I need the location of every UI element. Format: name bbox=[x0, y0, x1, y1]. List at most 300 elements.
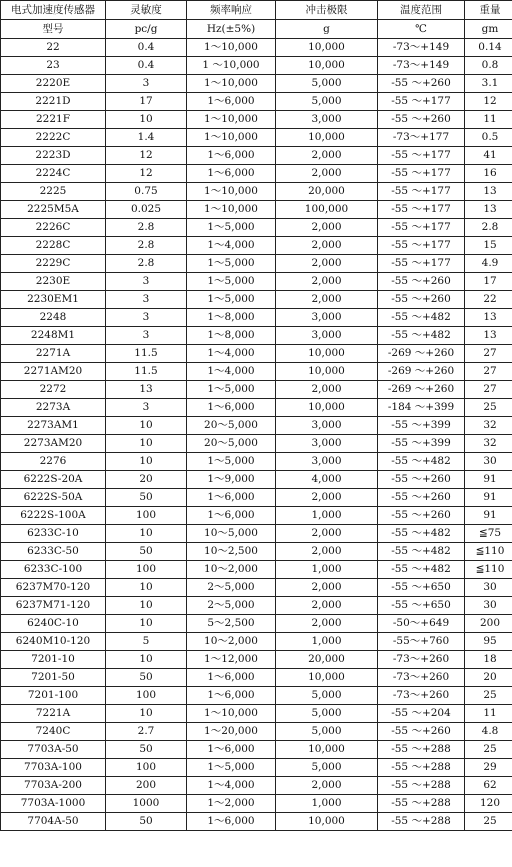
cell-temperature-range: -55 ～+650 bbox=[378, 579, 465, 597]
cell-sensitivity: 11.5 bbox=[106, 345, 187, 363]
table-row bbox=[1, 57, 512, 75]
cell-temperature-range: -55 ～+482 bbox=[378, 309, 465, 327]
cell-sensitivity: 10 bbox=[106, 453, 187, 471]
cell-frequency-response: 1～6,000 bbox=[187, 687, 276, 705]
cell-temperature-range: -73～+260 bbox=[378, 669, 465, 687]
cell-shock-limit: 20,000 bbox=[276, 183, 378, 201]
cell-weight: 11 bbox=[465, 111, 512, 129]
cell-shock-limit: 10,000 bbox=[276, 399, 378, 417]
cell-temperature-range: -55 ～+177 bbox=[378, 237, 465, 255]
cell-temperature-range: -269 ～+260 bbox=[378, 345, 465, 363]
header-temperature-range: 温度范围 bbox=[378, 1, 465, 20]
cell-model: 2273AM1 bbox=[1, 417, 106, 435]
cell-shock-limit: 1,000 bbox=[276, 795, 378, 813]
cell-model: 6233C-50 bbox=[1, 543, 106, 561]
cell-weight: 22 bbox=[465, 291, 512, 309]
table-row bbox=[1, 669, 512, 687]
cell-frequency-response: 1～6,000 bbox=[187, 813, 276, 831]
table-row bbox=[1, 381, 512, 399]
cell-weight: 11 bbox=[465, 705, 512, 723]
cell-shock-limit: 3,000 bbox=[276, 435, 378, 453]
cell-model: 2276 bbox=[1, 453, 106, 471]
cell-sensitivity: 0.4 bbox=[106, 57, 187, 75]
cell-model: 2220E bbox=[1, 75, 106, 93]
header-shock-limit: 冲击极限 bbox=[276, 1, 378, 20]
cell-sensitivity: 100 bbox=[106, 561, 187, 579]
cell-model: 2225M5A bbox=[1, 201, 106, 219]
cell-shock-limit: 5,000 bbox=[276, 75, 378, 93]
cell-frequency-response: 1～5,000 bbox=[187, 453, 276, 471]
cell-weight: 30 bbox=[465, 579, 512, 597]
cell-sensitivity: 3 bbox=[106, 291, 187, 309]
table-row bbox=[1, 255, 512, 273]
cell-weight: 25 bbox=[465, 687, 512, 705]
cell-weight: 15 bbox=[465, 237, 512, 255]
cell-sensitivity: 3 bbox=[106, 273, 187, 291]
cell-temperature-range: -55 ～+288 bbox=[378, 741, 465, 759]
cell-model: 7703A-200 bbox=[1, 777, 106, 795]
cell-frequency-response: 1～6,000 bbox=[187, 93, 276, 111]
cell-sensitivity: 3 bbox=[106, 75, 187, 93]
table-row bbox=[1, 759, 512, 777]
cell-sensitivity: 12 bbox=[106, 147, 187, 165]
cell-shock-limit: 5,000 bbox=[276, 759, 378, 777]
cell-frequency-response: 1～10,000 bbox=[187, 201, 276, 219]
unit-frequency: Hz(±5%) bbox=[187, 20, 276, 39]
cell-frequency-response: 1～6,000 bbox=[187, 489, 276, 507]
table-row bbox=[1, 777, 512, 795]
table-row bbox=[1, 147, 512, 165]
cell-frequency-response: 1～8,000 bbox=[187, 327, 276, 345]
cell-frequency-response: 10～2,500 bbox=[187, 543, 276, 561]
table-row bbox=[1, 507, 512, 525]
cell-sensitivity: 0.025 bbox=[106, 201, 187, 219]
cell-temperature-range: -55 ～+260 bbox=[378, 471, 465, 489]
cell-temperature-range: -50～+649 bbox=[378, 615, 465, 633]
cell-weight: 18 bbox=[465, 651, 512, 669]
cell-sensitivity: 13 bbox=[106, 381, 187, 399]
cell-sensitivity: 10 bbox=[106, 705, 187, 723]
cell-sensitivity: 50 bbox=[106, 813, 187, 831]
cell-shock-limit: 3,000 bbox=[276, 309, 378, 327]
table-row bbox=[1, 219, 512, 237]
cell-model: 2248M1 bbox=[1, 327, 106, 345]
cell-temperature-range: -55 ～+260 bbox=[378, 291, 465, 309]
cell-shock-limit: 1,000 bbox=[276, 507, 378, 525]
cell-weight: ≦110 bbox=[465, 543, 512, 561]
cell-frequency-response: 20～5,000 bbox=[187, 417, 276, 435]
cell-model: 2271AM20 bbox=[1, 363, 106, 381]
cell-frequency-response: 1～2,000 bbox=[187, 795, 276, 813]
cell-frequency-response: 1～5,000 bbox=[187, 255, 276, 273]
cell-temperature-range: -269 ～+260 bbox=[378, 363, 465, 381]
cell-sensitivity: 10 bbox=[106, 417, 187, 435]
cell-weight: 13 bbox=[465, 327, 512, 345]
cell-model: 7201-10 bbox=[1, 651, 106, 669]
cell-frequency-response: 1～9,000 bbox=[187, 471, 276, 489]
table-row bbox=[1, 723, 512, 741]
cell-temperature-range: -55 ～+399 bbox=[378, 417, 465, 435]
cell-shock-limit: 5,000 bbox=[276, 687, 378, 705]
cell-sensitivity: 100 bbox=[106, 507, 187, 525]
cell-temperature-range: -73～+260 bbox=[378, 651, 465, 669]
cell-model: 6222S-100A bbox=[1, 507, 106, 525]
cell-frequency-response: 10～2,000 bbox=[187, 561, 276, 579]
cell-shock-limit: 2,000 bbox=[276, 147, 378, 165]
cell-model: 7201-50 bbox=[1, 669, 106, 687]
cell-weight: 32 bbox=[465, 417, 512, 435]
cell-shock-limit: 10,000 bbox=[276, 669, 378, 687]
cell-frequency-response: 1～8,000 bbox=[187, 309, 276, 327]
cell-weight: 27 bbox=[465, 363, 512, 381]
table-row bbox=[1, 237, 512, 255]
cell-model: 2230E bbox=[1, 273, 106, 291]
cell-model: 6222S-50A bbox=[1, 489, 106, 507]
cell-frequency-response: 1～6,000 bbox=[187, 507, 276, 525]
table-row bbox=[1, 345, 512, 363]
cell-shock-limit: 2,000 bbox=[276, 489, 378, 507]
cell-frequency-response: 2～5,000 bbox=[187, 597, 276, 615]
cell-shock-limit: 10,000 bbox=[276, 813, 378, 831]
table-row bbox=[1, 525, 512, 543]
cell-sensitivity: 0.75 bbox=[106, 183, 187, 201]
cell-sensitivity: 1000 bbox=[106, 795, 187, 813]
cell-sensitivity: 5 bbox=[106, 633, 187, 651]
cell-temperature-range: -55 ～+482 bbox=[378, 561, 465, 579]
cell-shock-limit: 100,000 bbox=[276, 201, 378, 219]
table-row bbox=[1, 705, 512, 723]
cell-model: 22 bbox=[1, 39, 106, 57]
cell-temperature-range: -184 ～+399 bbox=[378, 399, 465, 417]
cell-weight: 29 bbox=[465, 759, 512, 777]
cell-temperature-range: -269 ～+260 bbox=[378, 381, 465, 399]
cell-model: 2224C bbox=[1, 165, 106, 183]
cell-frequency-response: 1～10,000 bbox=[187, 75, 276, 93]
cell-model: 6222S-20A bbox=[1, 471, 106, 489]
cell-frequency-response: 1～6,000 bbox=[187, 741, 276, 759]
cell-model: 2221D bbox=[1, 93, 106, 111]
cell-shock-limit: 3,000 bbox=[276, 111, 378, 129]
table-row bbox=[1, 741, 512, 759]
header-weight: 重量 bbox=[465, 1, 512, 20]
table-row bbox=[1, 561, 512, 579]
header-sensitivity: 灵敏度 bbox=[106, 1, 187, 20]
cell-temperature-range: -73～+149 bbox=[378, 57, 465, 75]
cell-temperature-range: -55 ～+177 bbox=[378, 93, 465, 111]
table-row bbox=[1, 291, 512, 309]
cell-temperature-range: -55 ～+204 bbox=[378, 705, 465, 723]
cell-temperature-range: -73～+149 bbox=[378, 39, 465, 57]
table-row bbox=[1, 39, 512, 57]
cell-sensitivity: 1.4 bbox=[106, 129, 187, 147]
table-row bbox=[1, 327, 512, 345]
cell-sensitivity: 10 bbox=[106, 579, 187, 597]
cell-weight: 20 bbox=[465, 669, 512, 687]
table-row bbox=[1, 417, 512, 435]
cell-temperature-range: -55 ～+260 bbox=[378, 723, 465, 741]
table-row bbox=[1, 111, 512, 129]
cell-shock-limit: 3,000 bbox=[276, 327, 378, 345]
cell-weight: 200 bbox=[465, 615, 512, 633]
cell-sensitivity: 3 bbox=[106, 309, 187, 327]
cell-model: 2228C bbox=[1, 237, 106, 255]
cell-sensitivity: 3 bbox=[106, 399, 187, 417]
cell-sensitivity: 50 bbox=[106, 669, 187, 687]
cell-weight: 91 bbox=[465, 471, 512, 489]
cell-weight: 17 bbox=[465, 273, 512, 291]
cell-sensitivity: 100 bbox=[106, 759, 187, 777]
cell-shock-limit: 2,000 bbox=[276, 255, 378, 273]
table-row bbox=[1, 651, 512, 669]
cell-model: 7703A-100 bbox=[1, 759, 106, 777]
cell-weight: 4.9 bbox=[465, 255, 512, 273]
table-row bbox=[1, 399, 512, 417]
cell-shock-limit: 2,000 bbox=[276, 615, 378, 633]
cell-weight: 0.5 bbox=[465, 129, 512, 147]
cell-model: 6240C-10 bbox=[1, 615, 106, 633]
cell-model: 2222C bbox=[1, 129, 106, 147]
cell-frequency-response: 1～4,000 bbox=[187, 345, 276, 363]
cell-weight: 30 bbox=[465, 597, 512, 615]
cell-shock-limit: 10,000 bbox=[276, 129, 378, 147]
cell-sensitivity: 10 bbox=[106, 597, 187, 615]
cell-model: 7704A-50 bbox=[1, 813, 106, 831]
cell-frequency-response: 1～20,000 bbox=[187, 723, 276, 741]
cell-weight: 13 bbox=[465, 201, 512, 219]
cell-sensitivity: 2.8 bbox=[106, 237, 187, 255]
cell-frequency-response: 1～6,000 bbox=[187, 147, 276, 165]
units-row bbox=[1, 20, 512, 39]
cell-shock-limit: 10,000 bbox=[276, 741, 378, 759]
cell-weight: 13 bbox=[465, 183, 512, 201]
cell-frequency-response: 1～5,000 bbox=[187, 759, 276, 777]
cell-sensitivity: 3 bbox=[106, 327, 187, 345]
cell-shock-limit: 10,000 bbox=[276, 57, 378, 75]
cell-shock-limit: 5,000 bbox=[276, 93, 378, 111]
table-row bbox=[1, 597, 512, 615]
cell-model: 2272 bbox=[1, 381, 106, 399]
cell-model: 7240C bbox=[1, 723, 106, 741]
table-row bbox=[1, 795, 512, 813]
cell-model: 6237M71-120 bbox=[1, 597, 106, 615]
cell-temperature-range: -55 ～+260 bbox=[378, 507, 465, 525]
cell-weight: 2.8 bbox=[465, 219, 512, 237]
cell-shock-limit: 2,000 bbox=[276, 381, 378, 399]
unit-shock: g bbox=[276, 20, 378, 39]
cell-frequency-response: 1～5,000 bbox=[187, 219, 276, 237]
cell-model: 2221F bbox=[1, 111, 106, 129]
cell-temperature-range: -55 ～+260 bbox=[378, 273, 465, 291]
cell-weight: 120 bbox=[465, 795, 512, 813]
cell-temperature-range: -55 ～+260 bbox=[378, 111, 465, 129]
table-row bbox=[1, 273, 512, 291]
cell-shock-limit: 2,000 bbox=[276, 165, 378, 183]
table-row bbox=[1, 363, 512, 381]
cell-weight: 27 bbox=[465, 381, 512, 399]
cell-temperature-range: -55 ～+482 bbox=[378, 525, 465, 543]
cell-weight: 13 bbox=[465, 309, 512, 327]
header-model-type: 电式加速度传感器 bbox=[1, 1, 106, 20]
cell-temperature-range: -55 ～+177 bbox=[378, 201, 465, 219]
cell-sensitivity: 50 bbox=[106, 489, 187, 507]
unit-sensitivity: pc/g bbox=[106, 20, 187, 39]
cell-frequency-response: 1 ～10,000 bbox=[187, 57, 276, 75]
cell-temperature-range: -55 ～+650 bbox=[378, 597, 465, 615]
cell-model: 6233C-10 bbox=[1, 525, 106, 543]
cell-sensitivity: 2.8 bbox=[106, 255, 187, 273]
cell-temperature-range: -55 ～+177 bbox=[378, 255, 465, 273]
table-row bbox=[1, 201, 512, 219]
cell-shock-limit: 3,000 bbox=[276, 417, 378, 435]
cell-model: 2223D bbox=[1, 147, 106, 165]
cell-weight: 0.8 bbox=[465, 57, 512, 75]
cell-sensitivity: 0.4 bbox=[106, 39, 187, 57]
cell-frequency-response: 10～2,000 bbox=[187, 633, 276, 651]
table-row bbox=[1, 309, 512, 327]
cell-shock-limit: 10,000 bbox=[276, 39, 378, 57]
cell-frequency-response: 5～2,500 bbox=[187, 615, 276, 633]
table-row bbox=[1, 471, 512, 489]
cell-frequency-response: 1～10,000 bbox=[187, 705, 276, 723]
cell-frequency-response: 1～6,000 bbox=[187, 669, 276, 687]
cell-sensitivity: 200 bbox=[106, 777, 187, 795]
table-row bbox=[1, 183, 512, 201]
cell-frequency-response: 1～12,000 bbox=[187, 651, 276, 669]
cell-temperature-range: -55 ～+482 bbox=[378, 327, 465, 345]
cell-temperature-range: -55 ～+288 bbox=[378, 795, 465, 813]
cell-frequency-response: 10～5,000 bbox=[187, 525, 276, 543]
cell-temperature-range: -55 ～+177 bbox=[378, 219, 465, 237]
table-row bbox=[1, 93, 512, 111]
cell-temperature-range: -73～+177 bbox=[378, 129, 465, 147]
cell-frequency-response: 20～5,000 bbox=[187, 435, 276, 453]
cell-sensitivity: 12 bbox=[106, 165, 187, 183]
cell-frequency-response: 1～4,000 bbox=[187, 237, 276, 255]
cell-sensitivity: 10 bbox=[106, 111, 187, 129]
table-row bbox=[1, 813, 512, 831]
cell-sensitivity: 10 bbox=[106, 651, 187, 669]
cell-weight: 12 bbox=[465, 93, 512, 111]
cell-model: 2273A bbox=[1, 399, 106, 417]
cell-temperature-range: -55 ～+288 bbox=[378, 777, 465, 795]
cell-shock-limit: 2,000 bbox=[276, 597, 378, 615]
cell-temperature-range: -55 ～+177 bbox=[378, 183, 465, 201]
cell-model: 2230EM1 bbox=[1, 291, 106, 309]
cell-weight: 0.14 bbox=[465, 39, 512, 57]
table-row bbox=[1, 633, 512, 651]
cell-sensitivity: 17 bbox=[106, 93, 187, 111]
cell-sensitivity: 11.5 bbox=[106, 363, 187, 381]
table-row bbox=[1, 489, 512, 507]
cell-frequency-response: 1～4,000 bbox=[187, 777, 276, 795]
cell-weight: 25 bbox=[465, 741, 512, 759]
cell-weight: 41 bbox=[465, 147, 512, 165]
cell-shock-limit: 2,000 bbox=[276, 219, 378, 237]
cell-frequency-response: 1～5,000 bbox=[187, 273, 276, 291]
table-row bbox=[1, 435, 512, 453]
cell-shock-limit: 2,000 bbox=[276, 777, 378, 795]
cell-frequency-response: 1～4,000 bbox=[187, 363, 276, 381]
cell-weight: 3.1 bbox=[465, 75, 512, 93]
cell-model: 23 bbox=[1, 57, 106, 75]
cell-model: 2229C bbox=[1, 255, 106, 273]
cell-shock-limit: 1,000 bbox=[276, 561, 378, 579]
cell-shock-limit: 2,000 bbox=[276, 579, 378, 597]
table-row bbox=[1, 615, 512, 633]
cell-model: 2226C bbox=[1, 219, 106, 237]
cell-weight: 25 bbox=[465, 399, 512, 417]
cell-shock-limit: 5,000 bbox=[276, 705, 378, 723]
unit-weight: gm bbox=[465, 20, 512, 39]
cell-weight: ≦110 bbox=[465, 561, 512, 579]
cell-temperature-range: -73～+260 bbox=[378, 687, 465, 705]
cell-frequency-response: 1～10,000 bbox=[187, 111, 276, 129]
cell-model: 2225 bbox=[1, 183, 106, 201]
cell-temperature-range: -55～+760 bbox=[378, 633, 465, 651]
cell-sensitivity: 10 bbox=[106, 615, 187, 633]
cell-model: 6237M70-120 bbox=[1, 579, 106, 597]
cell-shock-limit: 2,000 bbox=[276, 273, 378, 291]
cell-weight: 95 bbox=[465, 633, 512, 651]
cell-shock-limit: 10,000 bbox=[276, 345, 378, 363]
cell-shock-limit: 2,000 bbox=[276, 237, 378, 255]
cell-sensitivity: 100 bbox=[106, 687, 187, 705]
cell-temperature-range: -55 ～+399 bbox=[378, 435, 465, 453]
table-row bbox=[1, 453, 512, 471]
cell-frequency-response: 1～10,000 bbox=[187, 183, 276, 201]
cell-shock-limit: 2,000 bbox=[276, 291, 378, 309]
cell-temperature-range: -55 ～+288 bbox=[378, 813, 465, 831]
cell-sensitivity: 10 bbox=[106, 435, 187, 453]
cell-shock-limit: 2,000 bbox=[276, 525, 378, 543]
cell-shock-limit: 4,000 bbox=[276, 471, 378, 489]
table-row bbox=[1, 543, 512, 561]
unit-model: 型号 bbox=[1, 20, 106, 39]
cell-frequency-response: 1～5,000 bbox=[187, 381, 276, 399]
cell-weight: 25 bbox=[465, 813, 512, 831]
table-row bbox=[1, 75, 512, 93]
cell-frequency-response: 1～10,000 bbox=[187, 129, 276, 147]
spec-table-body bbox=[1, 1, 512, 831]
cell-temperature-range: -55 ～+177 bbox=[378, 147, 465, 165]
cell-model: 7201-100 bbox=[1, 687, 106, 705]
cell-shock-limit: 3,000 bbox=[276, 453, 378, 471]
cell-model: 7703A-1000 bbox=[1, 795, 106, 813]
cell-frequency-response: 1～10,000 bbox=[187, 39, 276, 57]
table-row bbox=[1, 579, 512, 597]
cell-model: 2248 bbox=[1, 309, 106, 327]
cell-shock-limit: 5,000 bbox=[276, 723, 378, 741]
table-row bbox=[1, 687, 512, 705]
table-row bbox=[1, 129, 512, 147]
cell-weight: 62 bbox=[465, 777, 512, 795]
cell-weight: 16 bbox=[465, 165, 512, 183]
cell-temperature-range: -55 ～+177 bbox=[378, 165, 465, 183]
cell-weight: ≦75 bbox=[465, 525, 512, 543]
cell-frequency-response: 1～5,000 bbox=[187, 291, 276, 309]
cell-weight: 30 bbox=[465, 453, 512, 471]
cell-shock-limit: 10,000 bbox=[276, 363, 378, 381]
cell-frequency-response: 1～6,000 bbox=[187, 399, 276, 417]
cell-model: 6240M10-120 bbox=[1, 633, 106, 651]
cell-model: 2273AM20 bbox=[1, 435, 106, 453]
cell-sensitivity: 20 bbox=[106, 471, 187, 489]
cell-model: 2271A bbox=[1, 345, 106, 363]
cell-weight: 27 bbox=[465, 345, 512, 363]
cell-sensitivity: 50 bbox=[106, 741, 187, 759]
cell-temperature-range: -55 ～+288 bbox=[378, 759, 465, 777]
cell-temperature-range: -55 ～+482 bbox=[378, 453, 465, 471]
